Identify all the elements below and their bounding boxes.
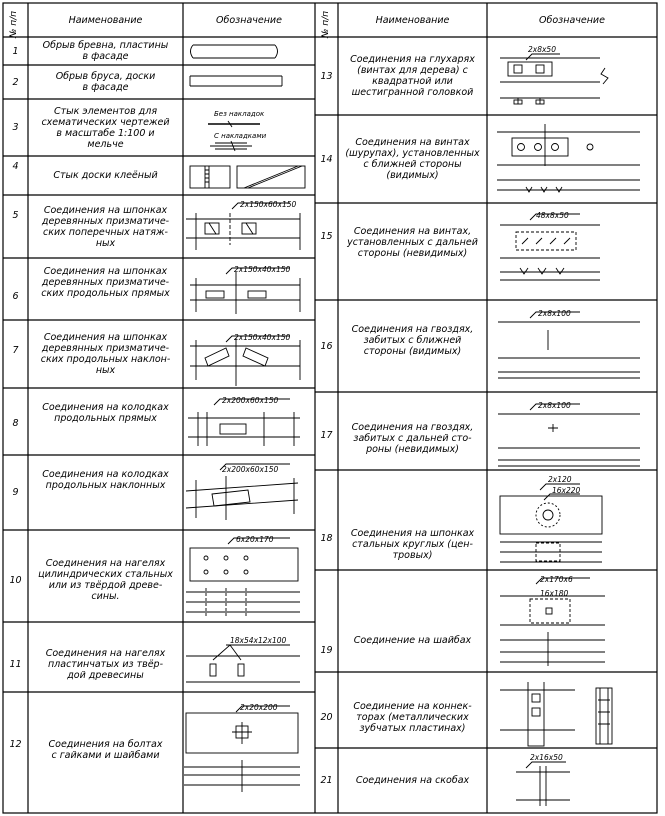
row-number: 7 [12,344,19,356]
row-number: 17 [320,429,333,441]
row-number: 8 [12,417,19,429]
row-number: 21 [320,775,333,786]
row-name: Соединения на гвоздях, забитых с дальней сто- роны (невидимых) [351,421,474,455]
row-number: 10 [9,574,22,586]
dimension-label: 2x8x50 [528,45,556,54]
symbol-key-inclined [190,336,300,386]
symbol-lag-screw [500,54,608,104]
row-name: Соединение на шайбах [353,634,472,646]
symbol-glued-joint [190,166,305,188]
symbol-bolt [184,706,300,792]
dimension-label: 2x8x100 [538,401,571,410]
header-num-right: № п/п [321,10,331,38]
symbol-block-straight [188,399,300,446]
row-name: Соединения на болтах с гайками и шайбами [48,738,163,761]
symbol-beam-break [190,76,282,86]
symbol-staple [516,762,570,806]
dimension-label: 16x220 [552,486,581,495]
row-number: 3 [12,122,19,133]
row-number: 14 [320,153,333,165]
label-with-overlays: С накладками [214,132,267,140]
symbol-log-break [191,45,278,58]
symbol-cylindrical-dowel [186,538,300,616]
symbol-key-transverse [186,203,300,250]
header-designation-left: Обозначение [216,14,282,26]
row-number: 15 [320,230,333,242]
dimension-label: 6x20x170 [236,535,274,544]
symbol-nail-hidden [498,404,640,466]
dimension-label: 2x200x60x150 [222,465,279,474]
row-number: 2 [12,76,19,88]
row-name: Соединения на гвоздях, забитых с ближней стороны (видимых) [351,323,474,357]
header-designation-right: Обозначение [539,14,605,26]
row-number: 20 [320,711,333,723]
row-number: 12 [9,739,22,750]
symbol-plate-dowel [186,645,300,682]
row-number: 16 [320,340,333,352]
row-name: Соединения на глухарях (винтах для дерева) с квадратной или шестигранной головкой [350,54,475,98]
symbol-screw-visible [497,124,640,192]
row-number: 1 [12,45,19,57]
dimension-label: 2x20x200 [240,703,278,712]
header-name-left: Наименование [68,14,143,26]
dimension-label: 2x16x50 [530,753,563,762]
row-number: 11 [9,658,22,670]
row-name: Соединения на шпонках деревянных призматиче- ских продольных наклон- ных [40,332,171,376]
row-name: Соединения на колодках продольных прямых [42,402,169,424]
dimension-label: 2x170x6 [540,575,573,584]
row-number: 18 [320,532,333,544]
row-number: 13 [320,70,333,82]
row-number: 4 [12,160,19,172]
symbol-screw-hidden [500,214,600,280]
header-num-left: № п/п [9,10,19,38]
dimension-label: 2x150x40x150 [234,265,291,274]
row-name: Обрыв бревна, пластины в фасаде [42,40,169,62]
row-name: Соединение на коннек- торах (металлических зубчатых пластинах) [353,700,472,734]
dimension-label: 2x120 [548,475,572,484]
dimension-label: 48x8x50 [536,211,569,220]
dimension-label: 2x150x40x150 [234,333,291,342]
row-number: 5 [12,209,19,221]
row-name: Стык доски клеёный [53,170,158,181]
row-name: Обрыв бруса, доски в фасаде [55,71,156,93]
dimension-label: 2x150x60x150 [240,200,297,209]
row-name: Соединения на винтах, установленных с дальней стороны (невидимых) [347,225,478,259]
dimension-label: 18x54x12x100 [230,636,287,645]
row-name: Соединения на шпонках деревянных призматиче- ских продольных прямых [41,265,170,299]
dimension-label: 2x8x100 [538,309,571,318]
symbol-nail-visible [498,312,640,378]
row-name: Соединения на нагелях пластинчатых из твёр- дой древесины [45,647,166,681]
row-name: Соединения на шпонках деревянных призматиче- ских поперечных натяж- ных [41,204,170,249]
row-name: Соединения на скобах [355,775,470,786]
header-name-right: Наименование [375,14,450,26]
symbol-steel-ring-key [500,484,602,562]
dimension-label: 16x180 [540,589,569,598]
label-no-overlays: Без накладок [214,110,265,118]
row-name: Стык элементов для схематических чертежей в масштабе 1:100 и мельче [41,105,170,150]
row-name: Соединения на шпонках стальных круглых (цен- тровых) [350,527,475,561]
symbol-connector [500,682,612,746]
dimension-label: 2x200x60x150 [222,396,279,405]
row-number: 6 [12,290,19,302]
row-number: 19 [320,644,333,656]
row-name: Соединения на нагелях цилиндрических стальных или из твёрдой древе- сины. [38,558,173,602]
row-number: 9 [12,487,19,498]
row-name: Соединения на колодках продольных наклонных [42,469,169,491]
symbol-key-longitudinal [190,268,300,314]
row-name: Соединения на винтах (шурупах), установленных с ближней стороны (видимых) [345,137,480,181]
